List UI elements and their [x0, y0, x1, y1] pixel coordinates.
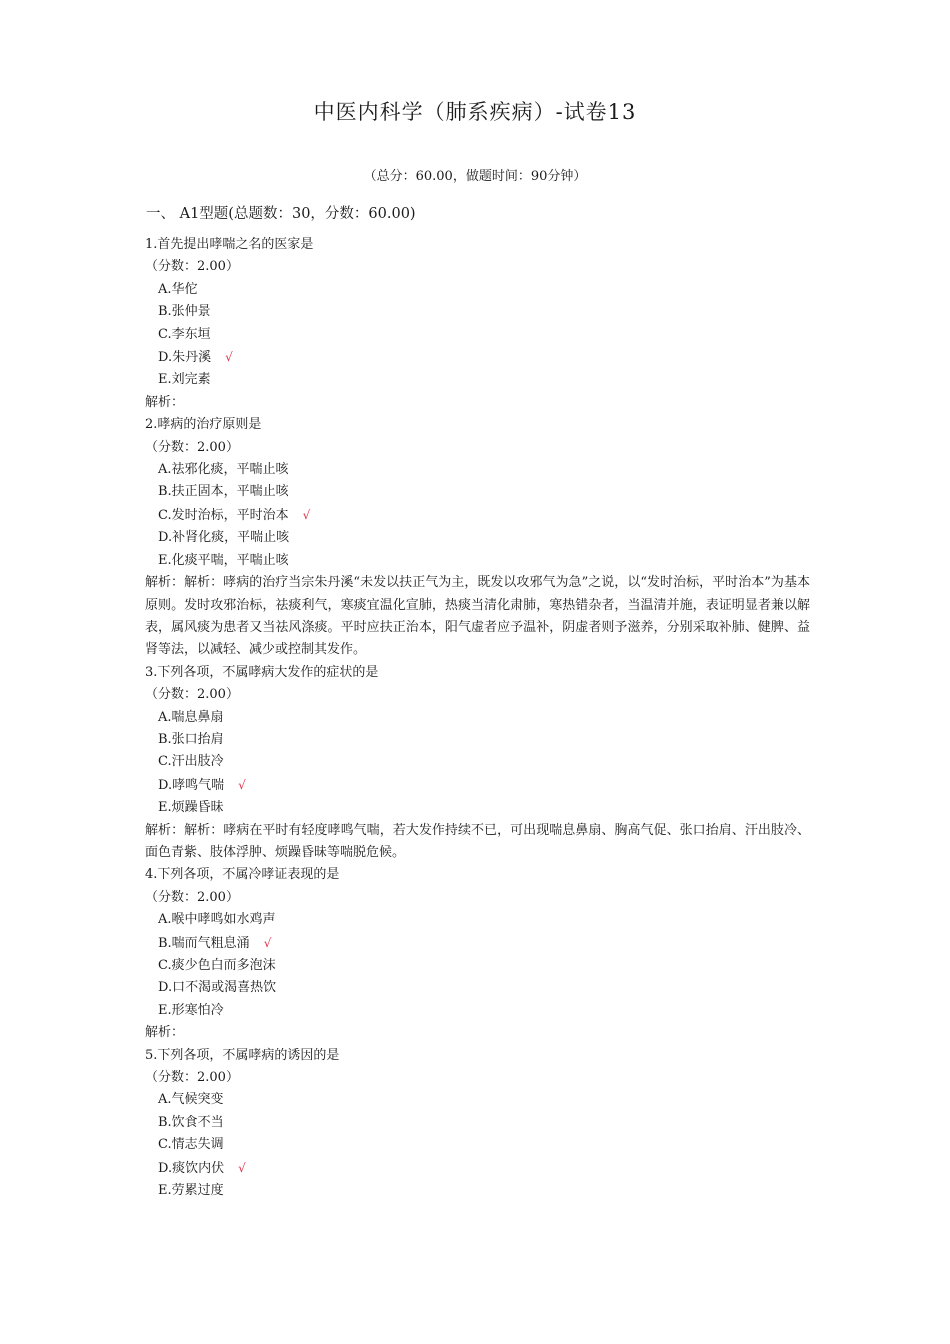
correct-check-icon: √ — [238, 1160, 246, 1175]
question-score: （分数：2.00） — [145, 687, 239, 703]
option-text: B.扶正固本，平喘止咳 — [158, 484, 289, 500]
answer-option — [145, 707, 810, 729]
option-text: D.补肾化痰，平喘止咳 — [158, 530, 290, 546]
answer-option — [145, 977, 810, 999]
option-text: D.口不渴或渴喜热饮 — [158, 980, 277, 996]
question-block — [145, 662, 810, 865]
question-stem: 4.下列各项，不属冷哮证表现的是 — [145, 867, 340, 883]
question-block — [145, 414, 810, 661]
option-text: B.喘而气粗息涌 — [158, 935, 250, 951]
question-block — [145, 234, 810, 414]
question-score: （分数：2.00） — [145, 439, 239, 455]
answer-option — [145, 1089, 810, 1111]
option-text: B.张口抬肩 — [158, 731, 224, 747]
option-text: C.发时治标，平时治本 — [158, 507, 289, 523]
option-text: B.张仲景 — [158, 304, 211, 320]
question-list — [145, 234, 810, 1202]
option-text: D.痰饮内伏 — [158, 1160, 225, 1176]
option-text: E.刘完素 — [158, 372, 211, 388]
option-text: B.饮食不当 — [158, 1114, 224, 1130]
option-text: A.喘息鼻扇 — [158, 709, 224, 725]
option-text: A.祛邪化痰，平喘止咳 — [158, 462, 289, 478]
question-stem: 3.下列各项，不属哮病大发作的症状的是 — [145, 664, 379, 680]
answer-option — [145, 909, 810, 931]
analysis-text: 解析： — [145, 1025, 185, 1041]
answer-option — [145, 369, 810, 391]
option-text: A.喉中哮鸣如水鸡声 — [158, 912, 276, 928]
answer-option — [145, 504, 810, 527]
option-text: C.痰少色白而多泡沫 — [158, 958, 276, 973]
page-title: 中医内科学（肺系疾病）-试卷13 — [313, 100, 637, 124]
analysis-text: 解析： — [145, 394, 185, 410]
question-stem: 1.首先提出哮喘之名的医家是 — [145, 237, 314, 252]
answer-option — [145, 301, 810, 323]
analysis-text: 解析：解析：哮病在平时有轻度哮鸣气喘，若大发作持续不已，可出现喘息鼻扇、胸高气促、张口抬肩、汗出肢冷、面色青紫、肢体浮肿、烦躁昏昧等喘脱危候。 — [145, 822, 810, 860]
correct-check-icon: √ — [238, 777, 246, 792]
option-text: D.朱丹溪 — [158, 350, 212, 366]
question-score: （分数：2.00） — [145, 889, 239, 905]
answer-option — [145, 1157, 810, 1180]
option-text: C.李东垣 — [158, 326, 211, 342]
section-heading: 一、 A1型题(总题数：30，分数：60.00) — [146, 206, 416, 222]
question-block — [145, 1045, 810, 1203]
answer-option — [145, 1000, 810, 1022]
answer-option — [145, 729, 810, 751]
answer-option — [145, 797, 810, 819]
answer-option — [145, 955, 810, 977]
option-text: A.华佗 — [158, 281, 198, 297]
option-text: E.劳累过度 — [158, 1183, 224, 1199]
answer-option — [145, 324, 810, 346]
answer-option — [145, 1112, 810, 1134]
answer-option — [145, 550, 810, 572]
analysis-text: 解析：解析：哮病的治疗当宗朱丹溪“未发以扶正气为主，既发以攻邪气为急”之说，以“发时治标，平时治本”为基本原则。发时攻邪治标，祛痰利气，寒痰宜温化宣肺，热痰当清化肃肺，寒热错杂者，当温清并施，表证明显者兼以解表，属风痰为患者又当祛风涤痰。平时应扶正治本，阳气虚者应予温补，阴虚者则予滋养，分别采取补肺、健脾、益肾等法，以减轻、减少或控制其发作。 — [145, 575, 810, 658]
option-text: C.情志失调 — [158, 1137, 224, 1153]
answer-option — [145, 1180, 810, 1202]
correct-check-icon: √ — [302, 507, 311, 522]
option-text: E.烦躁昏昧 — [158, 800, 224, 816]
answer-option — [145, 279, 810, 301]
answer-option — [145, 346, 810, 369]
answer-option — [145, 527, 810, 549]
option-text: E.化痰平喘，平喘止咳 — [158, 552, 289, 568]
answer-option — [145, 1134, 810, 1156]
answer-option — [145, 751, 810, 773]
correct-check-icon: √ — [225, 350, 233, 365]
answer-option — [145, 459, 810, 481]
option-text: E.形寒怕冷 — [158, 1002, 224, 1018]
option-text: A.气候突变 — [158, 1092, 224, 1108]
answer-option — [145, 774, 810, 797]
question-stem: 5.下列各项，不属哮病的诱因的是 — [145, 1047, 340, 1063]
question-block — [145, 864, 810, 1044]
answer-option — [145, 932, 810, 955]
option-text: C.汗出肢冷 — [158, 754, 224, 770]
exam-info: （总分：60.00，做题时间：90分钟） — [363, 169, 587, 184]
question-score: （分数：2.00） — [145, 259, 239, 275]
answer-option — [145, 481, 810, 503]
correct-check-icon: √ — [263, 935, 272, 950]
question-score: （分数：2.00） — [145, 1070, 239, 1086]
option-text: D.哮鸣气喘 — [158, 777, 225, 793]
question-stem: 2.哮病的治疗原则是 — [145, 417, 262, 433]
